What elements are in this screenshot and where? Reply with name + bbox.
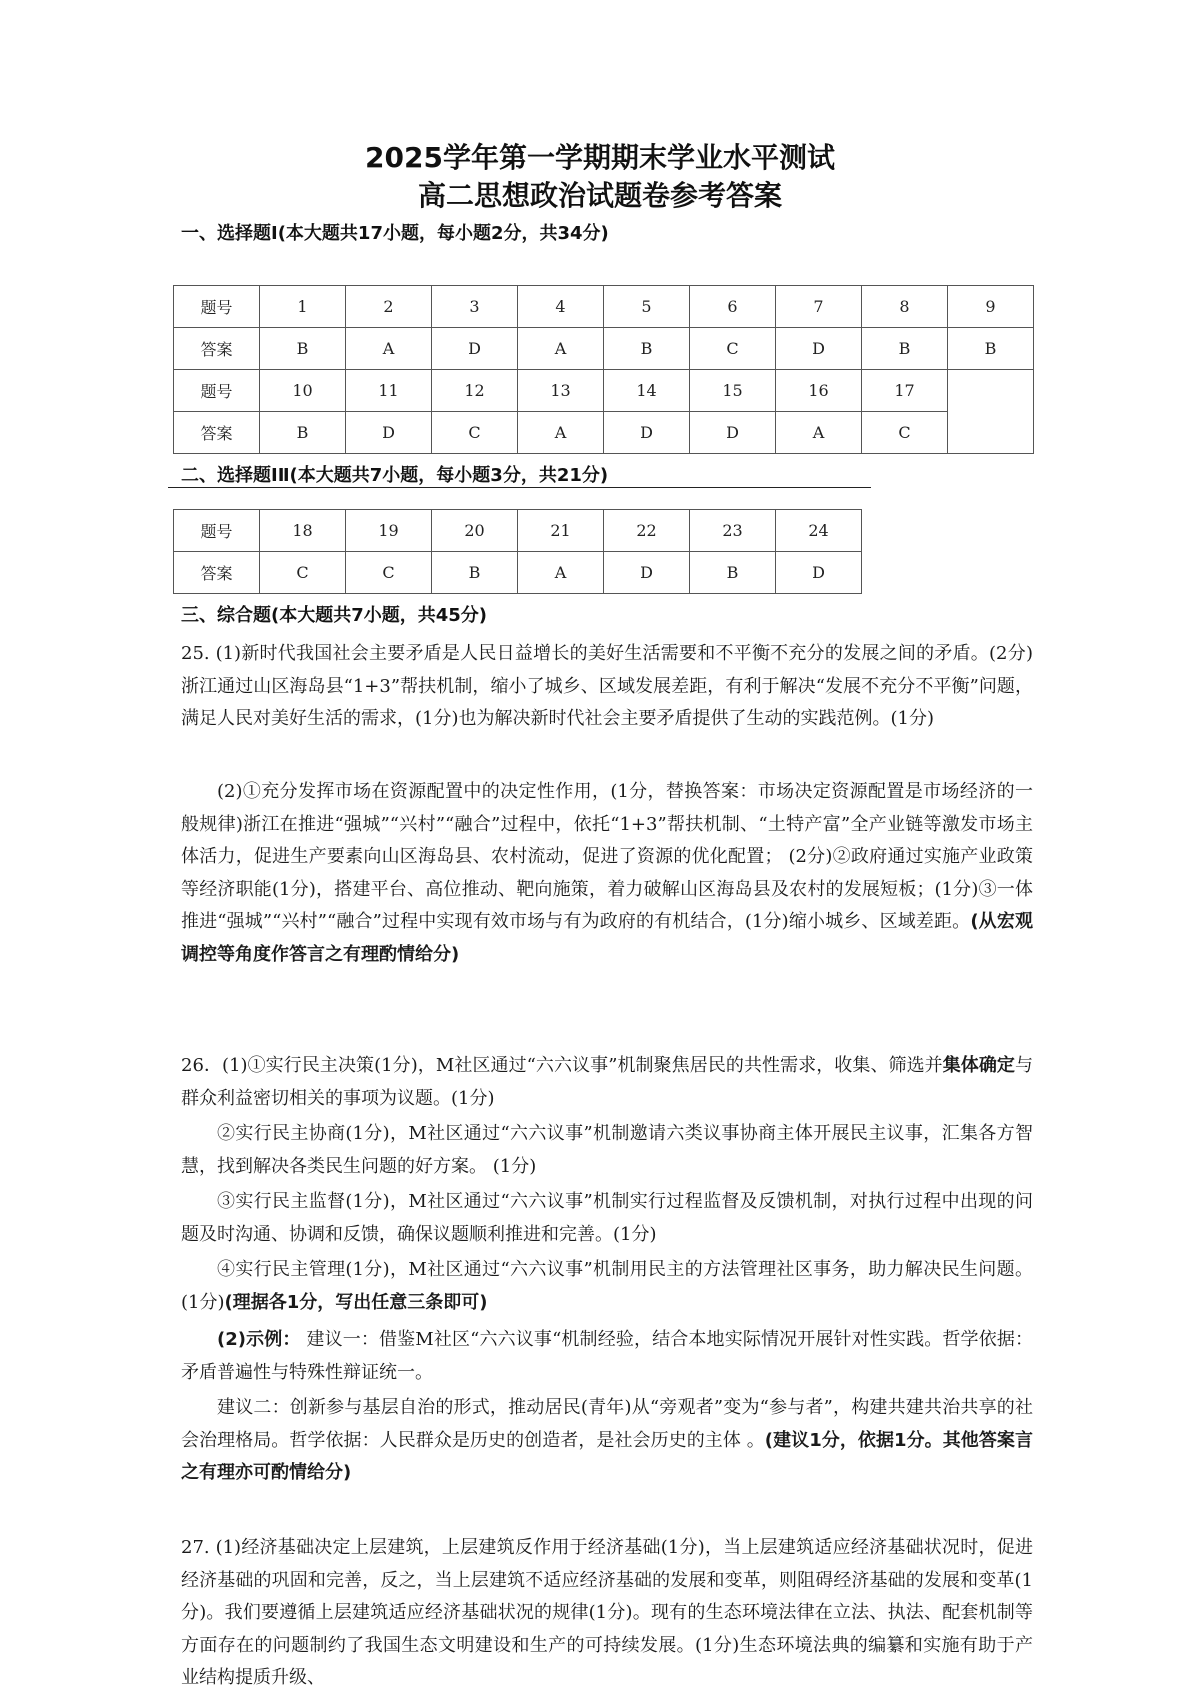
q26-part1 [181,1050,1033,1115]
q25-part2 [181,776,1033,971]
table-cell: 21 [518,510,604,552]
table-row [174,286,1034,328]
table-cell: A [776,412,862,454]
q26-point3: ③实行民主监督(1分)，M社区通过“六六议事”机制实行过程监督及反馈机制，对执行过程中出现的问题及时沟通、协调和反馈，确保议题顺利推进和完善。(1分) [181,1191,1033,1245]
table-cell: B [260,328,346,370]
section-3-heading: 三、综合题(本大题共7小题，共45分) [181,605,488,626]
table-cell: B [862,328,948,370]
table-cell: B [432,552,518,594]
doc-subtitle: 高二思想政治试题卷参考答案 [417,179,782,212]
table-cell: 12 [432,370,518,412]
table-cell: 17 [862,370,948,412]
table-cell: C [690,328,776,370]
table-cell: C [432,412,518,454]
header-cell: 题号 [174,286,260,328]
table-cell: C [260,552,346,594]
table-cell: B [948,328,1034,370]
q26-part2 [181,1324,1033,1389]
table-cell: A [518,552,604,594]
q26-example-label: (2)示例： [217,1329,301,1350]
q26-suggestion1: 建议一：借鉴M社区“六六议事“机制经验，结合本地实际情况开展针对性实践。哲学依据：矛盾普遍性与特殊性辩证统一。 [181,1329,1033,1383]
header-cell: 答案 [174,328,260,370]
table-cell: 16 [776,370,862,412]
table-cell: C [346,552,432,594]
table-cell: 9 [948,286,1034,328]
q25-part1: 25. (1)新时代我国社会主要矛盾是人民日益增长的美好生活需要和不平衡不充分的发展之间的矛盾。(2分)浙江通过山区海岛县“1+3”帮扶机制，缩小了城乡、区域发展差距，有利于解决“发展不充分不平衡”问题，满足人民对美好生活的需求，(1分)也为解决新时代社会主要矛盾提供了生动的实践范例。(1分) [181,643,1033,729]
table-cell: D [776,328,862,370]
table-row [174,370,1034,412]
table-cell: 7 [776,286,862,328]
table-cell: D [604,552,690,594]
table-cell: 5 [604,286,690,328]
table-cell: 24 [776,510,862,552]
header-cell: 答案 [174,552,260,594]
q26-bold-phrase: 集体确定 [942,1055,1015,1076]
table-cell: A [518,328,604,370]
table-cell: 18 [260,510,346,552]
q26-point4 [181,1254,1033,1319]
table-cell: 22 [604,510,690,552]
header-cell: 题号 [174,510,260,552]
table-cell: D [346,412,432,454]
header-cell: 答案 [174,412,260,454]
table-cell: D [776,552,862,594]
table-cell: 6 [690,286,776,328]
table-cell: 10 [260,370,346,412]
q26-suggestion2-text: 建议二：创新参与基层自治的形式，推动居民(青年)从“旁观者”变为“参与者”，构建共建共治共享的社会治理格局。哲学依据：人民群众是历史的创造者，是社会历史的主体 。 [181,1397,1033,1451]
table-cell: D [432,328,518,370]
q26-suggestion2 [181,1392,1033,1490]
header-cell: 题号 [174,370,260,412]
q26-point4-text: ④实行民主管理(1分)，M社区通过“六六议事”机制用民主的方法管理社区事务，助力解决民生问题。(1分) [181,1259,1033,1313]
section-1-heading: 一、选择题I(本大题共17小题，每小题2分，共34分) [181,223,609,244]
table-cell: 1 [260,286,346,328]
q26-part1-text: 26．(1)①实行民主决策(1分)，M社区通过“六六议事”机制聚焦居民的共性需求，收集、筛选并 [181,1055,943,1076]
q26-scoring-note: (理据各1分，写出任意三条即可) [224,1291,488,1313]
q26-part1-text-end: 与群众利益密切相关的事项为议题。(1分) [181,1055,1033,1109]
table-cell: 4 [518,286,604,328]
q27-part1: 27. (1)经济基础决定上层建筑，上层建筑反作用于经济基础(1分)，当上层建筑适应经济基础状况时，促进经济基础的巩固和完善，反之，当上层建筑不适应经济基础的发展和变革，则阻碍经济基础的发展和变革(1分)。我们要遵循上层建筑适应经济基础状况的规律(1分)。现有的生态环境法律在立法、执法、配套机制等方面存在的问题制约了我国生态文明建设和生产的可持续发展。(1分)生态环境法典的编纂和实施有助于产业结构提质升级、 [181,1537,1033,1688]
table-cell: 13 [518,370,604,412]
table-cell: B [604,328,690,370]
table-row [174,510,862,552]
table-cell: D [604,412,690,454]
q25-scoring-note: (从宏观调控等角度作答言之有理酌情给分) [181,911,1033,965]
table-cell: 15 [690,370,776,412]
table-cell: B [260,412,346,454]
table-cell: 8 [862,286,948,328]
table-cell: 23 [690,510,776,552]
table-cell: 3 [432,286,518,328]
table-cell: B [690,552,776,594]
empty-cell [948,370,1034,454]
table-row [174,552,862,594]
answer-table-2 [173,509,862,594]
table-cell: 2 [346,286,432,328]
table-cell: C [862,412,948,454]
table-cell: 14 [604,370,690,412]
table-cell: 11 [346,370,432,412]
doc-title: 2025学年第一学期期末学业水平测试 [365,141,835,174]
q26-point2: ②实行民主协商(1分)，M社区通过“六六议事”机制邀请六类议事协商主体开展民主议事，汇集各方智慧，找到解决各类民生问题的好方案。 (1分) [181,1123,1033,1177]
table-cell: D [690,412,776,454]
section-2-heading: 二、选择题ⅠⅡ(本大题共7小题，每小题3分，共21分) [168,461,871,488]
table-cell: A [518,412,604,454]
q26-suggestion-note: (建议1分，依据1分。其他答案言之有理亦可酌情给分) [181,1429,1033,1483]
q25-part2-text: (2)①充分发挥市场在资源配置中的决定性作用，(1分，替换答案：市场决定资源配置是市场经济的一般规律)浙江在推进“强城”“兴村”“融合”过程中，依托“1+3”帮扶机制、“土特产富”全产业链等激发市场主体活力，促进生产要素向山区海岛县、农村流动，促进了资源的优化配置； (2分)②政府通过实施产业政策等经济职能(1分)，搭建平台、高位推动、靶向施策，着力破解山区海岛县及农村的发展短板；(1分)③一体推进“强城”“兴村”“融合”过程中实现有效市场与有为政府的有机结合，(1分)缩小城乡、区域差距。 [181,781,1033,932]
table-row [174,328,1034,370]
table-row [174,412,1034,454]
answer-table-1 [173,285,1034,454]
table-cell: 19 [346,510,432,552]
table-cell: 20 [432,510,518,552]
table-cell: A [346,328,432,370]
